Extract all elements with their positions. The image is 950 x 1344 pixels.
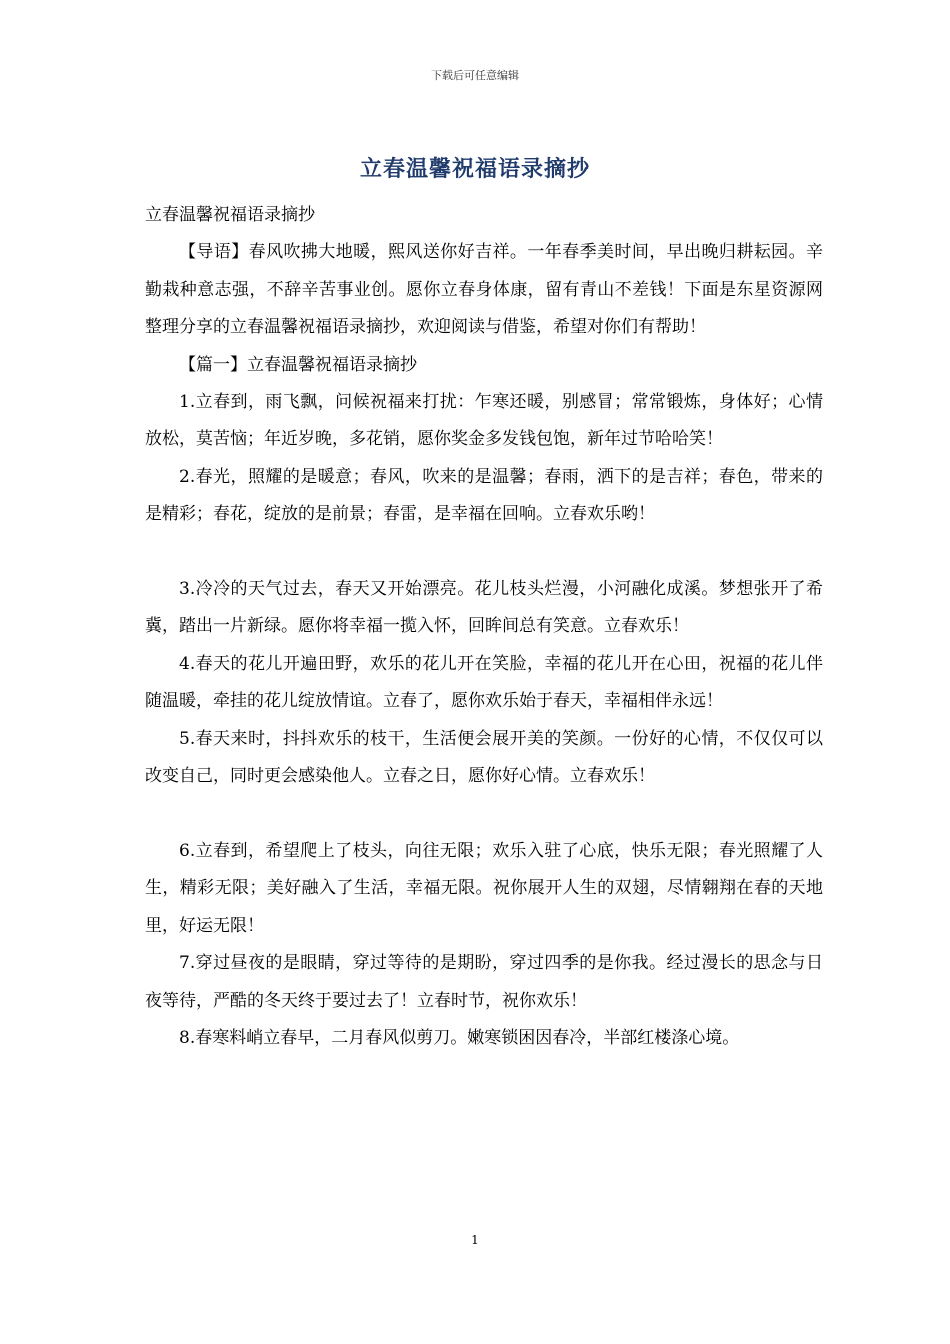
blank-line <box>145 795 823 832</box>
list-item: 1.立春到，雨飞飘，问候祝福来打扰：乍寒还暖，别感冒；常常锻炼，身体好；心情放松，莫苦恼；年近岁晚，多花销，愿你奖金多发钱包饱，新年过节哈哈笑！ <box>145 392 823 450</box>
subtitle: 立春温馨祝福语录摘抄 <box>145 205 315 225</box>
header-note: 下载后可任意编辑 <box>431 69 519 82</box>
page-number: 1 <box>471 1233 479 1247</box>
list-item: 4.春天的花儿开遍田野，欢乐的花儿开在笑脸，幸福的花儿开在心田，祝福的花儿伴随温暖，牵挂的花儿绽放情谊。立春了，愿你欢乐始于春天，幸福相伴永远！ <box>145 653 823 712</box>
section-heading: 【篇一】立春温馨祝福语录摘抄 <box>179 354 417 375</box>
list-item: 6.立春到，希望爬上了枝头，向往无限；欢乐入驻了心底，快乐无限；春光照耀了人生，精彩无限；美好融入了生活，幸福无限。祝你展开人生的双翅，尽情翱翔在春的天地里，好运无限！ <box>145 840 823 936</box>
intro-paragraph: 【导语】春风吹拂大地暖，熙风送你好吉祥。一年春季美时间，早出晚归耕耘园。辛勤栽种意志强，不辞辛苦事业创。愿你立春身体康，留有青山不差钱！下面是东星资源网整理分享的立春温馨祝福语录摘抄，欢迎阅读与借鉴，希望对你们有帮助！ <box>145 242 823 338</box>
list-item: 2.春光，照耀的是暖意；春风，吹来的是温馨；春雨，洒下的是吉祥；春色，带来的是精彩；春花，绽放的是前景；春雷，是幸福在回响。立春欢乐哟！ <box>145 466 823 525</box>
list-item: 3.冷冷的天气过去，春天又开始漂亮。花儿枝头烂漫，小河融化成溪。梦想张开了希冀，踏出一片新绿。愿你将幸福一揽入怀，回眸间总有笑意。立春欢乐！ <box>145 579 823 637</box>
list-item: 7.穿过昼夜的是眼睛，穿过等待的是期盼，穿过四季的是你我。经过漫长的思念与日夜等待，严酷的冬天终于要过去了！立春时节，祝你欢乐！ <box>145 953 823 1011</box>
list-item: 5.春天来时，抖抖欢乐的枝干，生活便会展开美的笑颜。一份好的心情，不仅仅可以改变自己，同时更会感染他人。立春之日，愿你好心情。立春欢乐！ <box>145 728 823 787</box>
document-body <box>145 197 823 1057</box>
list-item: 8.春寒料峭立春早，二月春风似剪刀。嫩寒锁困因春冷，半部红楼涤心境。 <box>179 1027 740 1048</box>
blank-line <box>145 534 823 571</box>
document-title: 立春温馨祝福语录摘抄 <box>359 156 590 182</box>
